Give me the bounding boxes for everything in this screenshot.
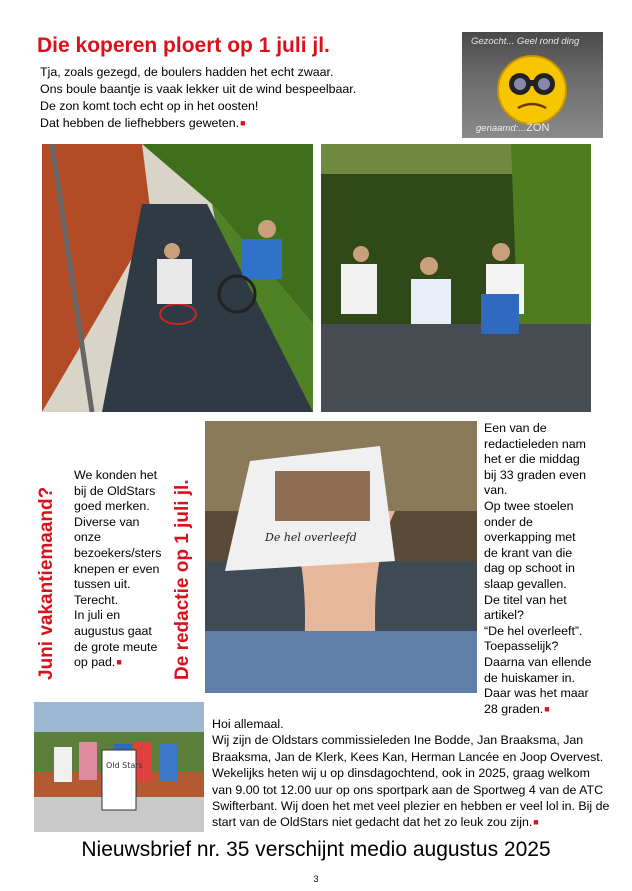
intro-line: Ons boule baantje is vaak lekker uit de wind bespeelbaar. bbox=[40, 82, 357, 96]
text-line: dag op schoot in bbox=[484, 561, 575, 576]
photo-newspaper bbox=[205, 421, 477, 693]
text-line: bezoekers/sters bbox=[74, 545, 162, 560]
text-line: Diverse van bbox=[74, 514, 140, 529]
left-column-text bbox=[74, 468, 161, 671]
page-number: 3 bbox=[313, 874, 319, 884]
end-bullet: ■ bbox=[240, 118, 246, 128]
sun-caption-bottom bbox=[476, 122, 549, 134]
text-line: het er die middag bbox=[484, 452, 580, 467]
text-line: redactieleden nam bbox=[484, 436, 586, 451]
text-line: Terecht. bbox=[74, 592, 119, 607]
text-line: De titel van het bbox=[484, 592, 567, 607]
sign-text: Old Stars bbox=[106, 761, 143, 770]
text-line: augustus gaat bbox=[74, 623, 152, 638]
text-line: Hoi allemaal. bbox=[212, 717, 284, 731]
sun-caption-prefix: genaamd:... bbox=[476, 123, 527, 134]
footer-announcement: Nieuwsbrief nr. 35 verschijnt medio augustus 2025 bbox=[81, 838, 551, 861]
text-line: Een van de bbox=[484, 421, 547, 435]
text-line: onder de bbox=[484, 514, 533, 529]
sun-illustration bbox=[462, 32, 603, 138]
text-line: Daarna van ellende bbox=[484, 654, 592, 669]
text-line: start van de OldStars niet gedacht dat het zo leuk zou zijn. bbox=[212, 815, 533, 830]
photo-boule-court bbox=[42, 144, 313, 412]
text-line: op pad. bbox=[74, 655, 116, 670]
text-line: We konden het bbox=[74, 468, 158, 482]
text-line: Braaksma, Jan de Klerk, Kees Kan, Herman Lancée en Joop Overvest. bbox=[212, 749, 604, 764]
text-line: van 9.00 tot 12.00 uur op ons sportpark aan de Sportweg 4 van de ATC bbox=[212, 782, 604, 797]
end-bullet: ■ bbox=[544, 703, 550, 714]
text-line: “De hel overleeft”. bbox=[484, 623, 583, 638]
text-line: Wij zijn de Oldstars commissieleden Ine Bodde, Jan Braaksma, Jan bbox=[212, 733, 584, 748]
text-line: overkapping met bbox=[484, 530, 576, 545]
text-line: In juli en bbox=[74, 608, 121, 623]
text-line: van. bbox=[484, 483, 508, 498]
text-line: Daar was het maar bbox=[484, 686, 589, 701]
sun-caption-top: Gezocht... Geel rond ding bbox=[471, 36, 580, 47]
text-line: de krant van die bbox=[484, 545, 573, 560]
page-title: Die koperen ploert op 1 juli jl. bbox=[37, 34, 330, 57]
text-line: 28 graden. bbox=[484, 701, 544, 716]
text-line: bij 33 graden even bbox=[484, 467, 586, 482]
text-line: knepen er even bbox=[74, 561, 160, 576]
photo-group-court bbox=[321, 144, 591, 412]
text-line: bij de OldStars bbox=[74, 483, 156, 498]
text-line: slaap gevallen. bbox=[484, 576, 567, 591]
text-line: artikel? bbox=[484, 608, 524, 623]
end-bullet: ■ bbox=[116, 657, 122, 668]
text-line: onze bbox=[74, 530, 101, 545]
text-line: Wekelijks heten wij u op dinsdagochtend, ook in 2025, graag welkom bbox=[212, 766, 590, 781]
bottom-text bbox=[212, 716, 609, 831]
sun-caption-name: ZON bbox=[526, 122, 550, 134]
right-column-text bbox=[484, 421, 591, 717]
side-title-middle: De redactie op 1 juli jl. bbox=[172, 479, 193, 680]
text-line: Swifterbant. Wij doen het met veel plezier en hebben er veel lol in. Bij de bbox=[212, 799, 610, 814]
intro-line: Tja, zoals gezegd, de boulers hadden het echt zwaar. bbox=[40, 65, 334, 79]
text-line: Toepasselijk? bbox=[484, 639, 559, 654]
end-bullet: ■ bbox=[533, 817, 539, 828]
text-line: de huiskamer in. bbox=[484, 670, 575, 685]
intro-line: Dat hebben de liefhebbers geweten. bbox=[40, 116, 240, 130]
newspaper-headline: De hel overleefd bbox=[265, 531, 357, 544]
text-line: tussen uit. bbox=[74, 577, 131, 592]
photo-oldstars bbox=[34, 702, 204, 832]
text-line: Op twee stoelen bbox=[484, 498, 574, 513]
text-line: de grote meute bbox=[74, 639, 158, 654]
intro-text bbox=[40, 64, 356, 132]
text-line: goed merken. bbox=[74, 499, 150, 514]
intro-line: De zon komt toch echt op in het oosten! bbox=[40, 99, 259, 113]
side-title-left: Juni vakantiemaand? bbox=[36, 486, 57, 680]
